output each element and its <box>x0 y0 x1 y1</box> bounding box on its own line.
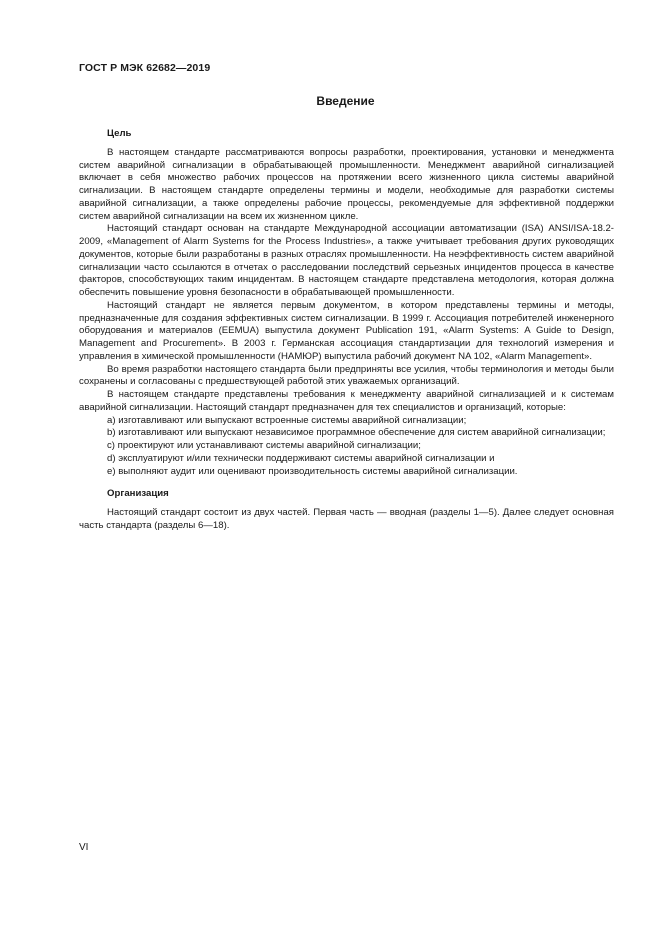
paragraph: Во время разработки настоящего стандарта были предприняты все усилия, чтобы терминология и методы были сохранены и согласованы с предшествующей работой этих уважаемых организаций. <box>79 363 614 388</box>
list-item: d) эксплуатируют и/или технически поддерживают системы аварийной сигнализации и <box>107 452 495 464</box>
page-title: Введение <box>316 94 375 108</box>
list-item: b) изготавливают или выпускают независимое программное обеспечение для систем аварийной сигнализации; <box>107 427 606 439</box>
paragraph: Настоящий стандарт состоит из двух частей. Первая часть — вводная (разделы 1—5). Далее следует основная часть стандарта (разделы 6—18). <box>79 507 614 531</box>
paragraph: В настоящем стандарте рассматриваются вопросы разработки, проектирования, установки и менеджмента систем аварийной сигнализации в обрабатывающей промышленности. Менеджмент аварийной сигнализацией включает в себя множество рабочих процессов на протяжении всего жизненного цикла системы аварийной сигнализации. В настоящем стандарте определены термины и модели, необходимые для разработки системы аварийной сигнализации, а также определены рабочие процессы, рекомендуемые для эффективной поддержки систем аварийной сигнализации на всем их жизненном цикле. <box>79 146 614 222</box>
section-heading-organization: Организация <box>107 488 169 500</box>
section-heading-purpose: Цель <box>107 128 132 139</box>
list-item: a) изготавливают или выпускают встроенные системы аварийной сигнализации; <box>107 414 467 426</box>
page-number: VI <box>79 842 89 853</box>
document-header: ГОСТ Р МЭК 62682—2019 <box>79 62 211 74</box>
paragraph: Настоящий стандарт не является первым документом, в котором представлены термины и методы, предназначенные для создания эффективных систем сигнализации. В 1999 г. Ассоциация потребителей инженерного оборудования и материалов (EEMUA) выпустила документ Publication 191, «Alarm Systems: A Guide to Design, Management and Procurement». В 2003 г. Германская ассоциация стандартизации для технологий измерения и управления в химической промышленности (НАМЮР) выпустила рабочий документ NA 102, «Alarm Management». <box>79 299 614 362</box>
paragraph: В настоящем стандарте представлены требования к менеджменту аварийной сигнализацией и к системам аварийной сигнализации. Настоящий стандарт предназначен для тех специалистов и организаций, которые: <box>79 389 614 413</box>
paragraph: Настоящий стандарт основан на стандарте Международной ассоциации автоматизации (ISA) ANSI/ISA-18.2-2009, «Management of Alarm Systems for the Process Industries», а также учитывает требования других руководящих документов, которые были разработаны в разных отраслях промышленности. На неэффективность систем аварийной сигнализации часто ссылаются в отчетах о расследовании последствий серьезных инцидентов процесса в качестве факторов, способствующих таким инцидентам. В настоящем стандарте представлена методология, которая должна обеспечить повышение уровня безопасности в обрабатывающей промышленности. <box>79 223 614 298</box>
list-item: c) проектируют или устанавливают системы аварийной сигнализации; <box>107 440 421 451</box>
list-item: e) выполняют аудит или оценивают производительность системы аварийной сигнализации. <box>107 465 518 477</box>
document-body <box>79 128 614 533</box>
